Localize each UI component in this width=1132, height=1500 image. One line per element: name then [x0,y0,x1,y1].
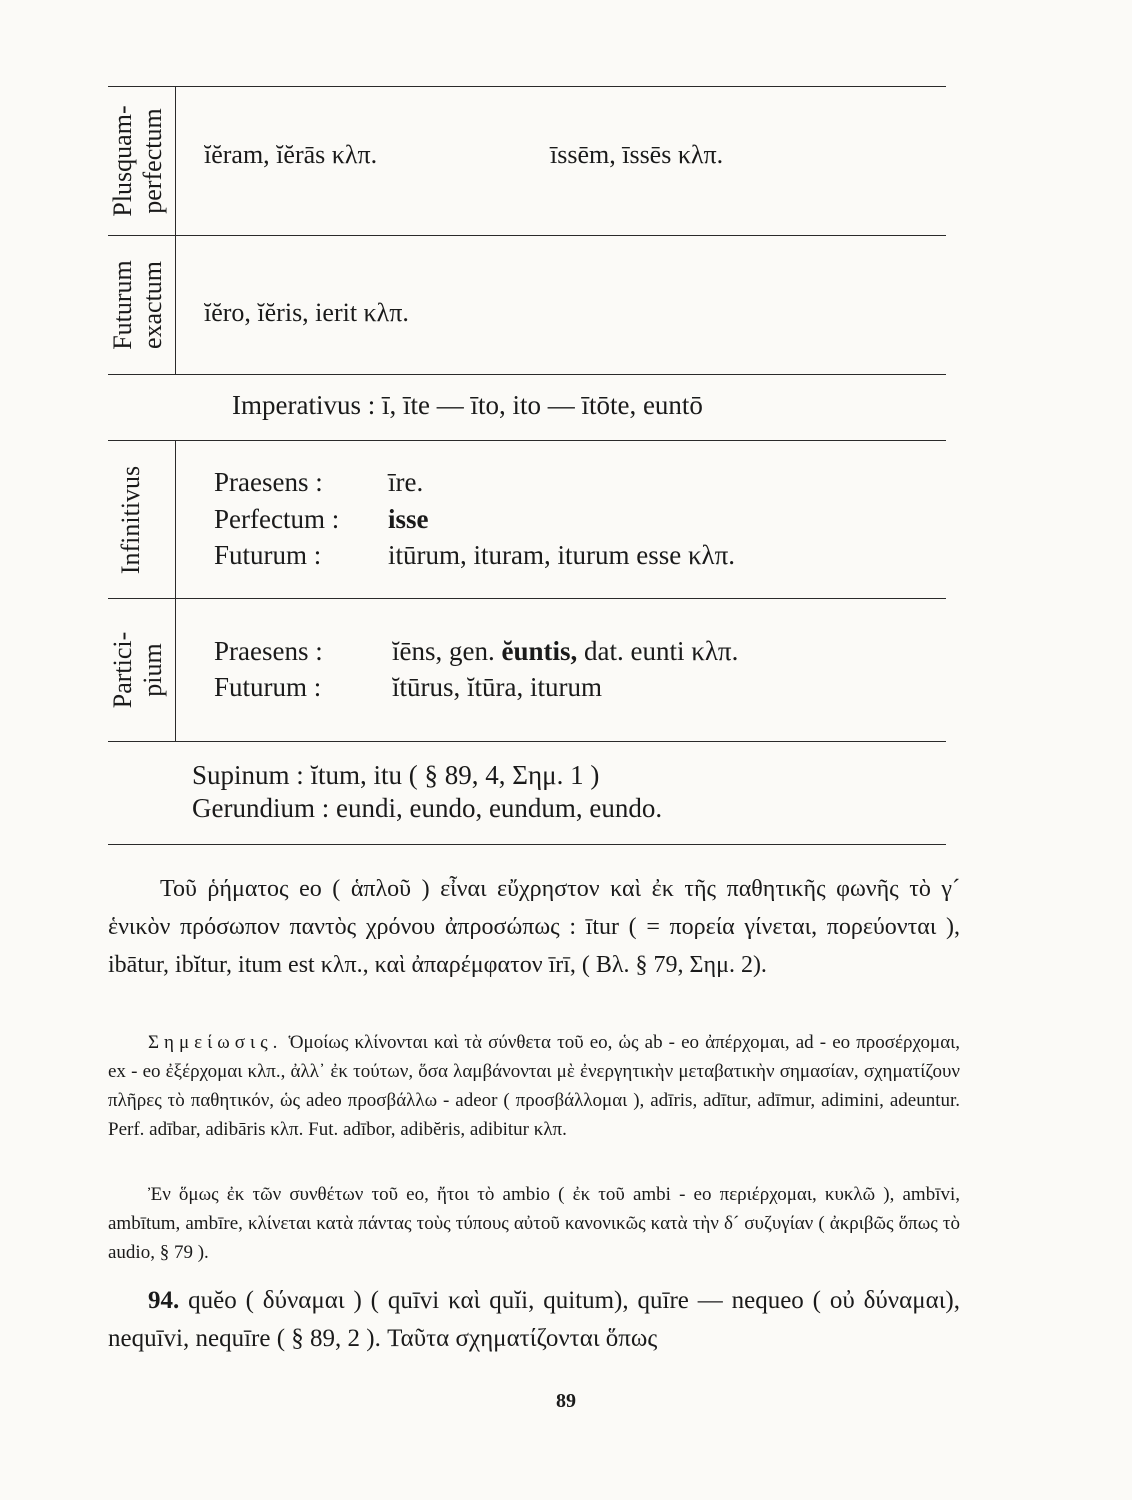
infinitivus-futurum-value: itūrum, ituram, iturum esse κλπ. [388,540,736,570]
rule-after-futurum-exactum [108,374,946,375]
participium-praesens-nom: ĭēns, gen. [392,636,495,666]
section-number: 94. [148,1287,180,1314]
rule-after-gerundium [108,844,946,845]
participium-praesens-gen: ĕuntis, [501,636,578,666]
participium-futurum-term: Futurum : [214,672,322,702]
rule-after-plusquamperfectum [108,235,946,236]
plusquamperfectum-label-line1: Plusquam- [108,105,137,217]
infinitivus-praesens-term: Praesens : [214,467,323,497]
page-number: 89 [556,1390,576,1412]
infinitivus-label [116,450,146,590]
participium-praesens-term: Praesens : [214,636,323,666]
infinitivus-perfectum-value: isse [388,504,429,534]
imperativus-line: Imperativus : ī, īte — īto, ito — ītōte, euntō [232,390,703,420]
futurum-exactum-label-line2: exactum [138,260,167,350]
gerundium-line: Gerundium : eundi, eundo, eundum, eundo. [192,793,663,823]
rule-after-participium [108,741,946,742]
note-semeiosis-body: Ὁμοίως κλίνονται καὶ τὰ σύνθετα τοῦ eo, ὡς ab - eo ἀπέρχομαι, ad - eo προσέρχομαι, ex - eo ἐξέρχομαι κλπ., ἀλλ᾽ ἐκ τούτων, ὅσα λαμβάνονται μὲ ἐνεργητικὴν μεταβατικὴν σημασίαν, σχηματίζουν πλῆρες τὸ παθητικόν, ὡς adeo προσβάλλω - adeor ( προσβάλλομαι ), adīris, adītur, adīmur, adimini, adeuntur. Perf. adībar, adibāris κλπ. Fut. adībor, adibĕris, adibitur κλπ. [108,1032,961,1140]
participium-futurum-value: ĭtūrus, ĭtūra, iturum [392,672,602,702]
plusquamperfectum-label-line2: perfectum [138,108,167,214]
label-column-rule-lower [175,440,176,741]
note-semeiosis-label: Σημείωσις. [148,1032,283,1053]
plusquamperfectum-indicative: ĭĕram, ĭĕrās κλπ. [204,140,378,169]
plusquamperfectum-subjunctive: īssēm, īssēs κλπ. [550,140,724,169]
section-94 [108,1282,960,1358]
plusquamperfectum-label [108,86,168,236]
participium-label-line1: Partici- [108,631,137,709]
infinitivus-perfectum-term: Perfectum : [214,504,340,534]
futurum-exactum-label-line1: Futurum [108,260,137,350]
note-ambio: Ἐν ὅμως ἐκ τῶν συνθέτων τοῦ eo, ἤτοι τὸ ambio ( ἐκ τοῦ ambi - eo περιέρχομαι, κυκλῶ ), ambīvi, ambītum, ambīre, κλίνεται κατὰ πάντας τοὺς τύπους αὐτοῦ κανονικῶς κατὰ τὴν δ´ συζυγίαν ( ἀκριβῶς ὅπως τὸ audio, § 79 ). [108,1184,960,1263]
infinitivus-label-text: Infinitivus [116,465,145,575]
participium-praesens-dat: dat. eunti κλπ. [584,636,739,666]
infinitivus-praesens-value: īre. [388,467,424,497]
section-text: quĕo ( δύναμαι ) ( quīvi καὶ quĭi, quitum), quīre — nequeo ( οὐ δύναμαι), nequīvi, nequīre ( § 89, 2 ). Ταῦτα σχηματίζονται ὅπως [108,1287,960,1352]
futurum-exactum-label [108,236,168,374]
rule-after-imperativus [108,440,946,441]
participium-praesens-value [392,636,738,667]
label-column-rule-upper [175,86,176,374]
note-semeiosis [108,1028,960,1144]
supinum-line: Supinum : ĭtum, itu ( § 89, 4, Σημ. 1 ) [192,760,600,790]
main-paragraph: Τοῦ ῥήματος eo ( ἁπλοῦ ) εἶναι εὔχρηστον καὶ ἐκ τῆς παθητικῆς φωνῆς τὸ γ´ ἑνικὸν πρόσωπον παντὸς χρόνου ἀπροσώπως : ītur ( = πορεία γίνεται, πορεύονται ), ibātur, ibĭtur, itum est κλπ., καὶ ἀπαρέμφατον īrī, ( Βλ. § 79, Σημ. 2). [108,876,960,978]
participium-label [108,615,168,725]
futurum-exactum-forms: ĭĕro, ĭĕris, ierit κλπ. [204,298,409,327]
participium-label-line2: pium [138,643,167,697]
infinitivus-futurum-term: Futurum : [214,540,322,570]
table-top-rule [108,86,946,87]
rule-after-infinitivus [108,598,946,599]
